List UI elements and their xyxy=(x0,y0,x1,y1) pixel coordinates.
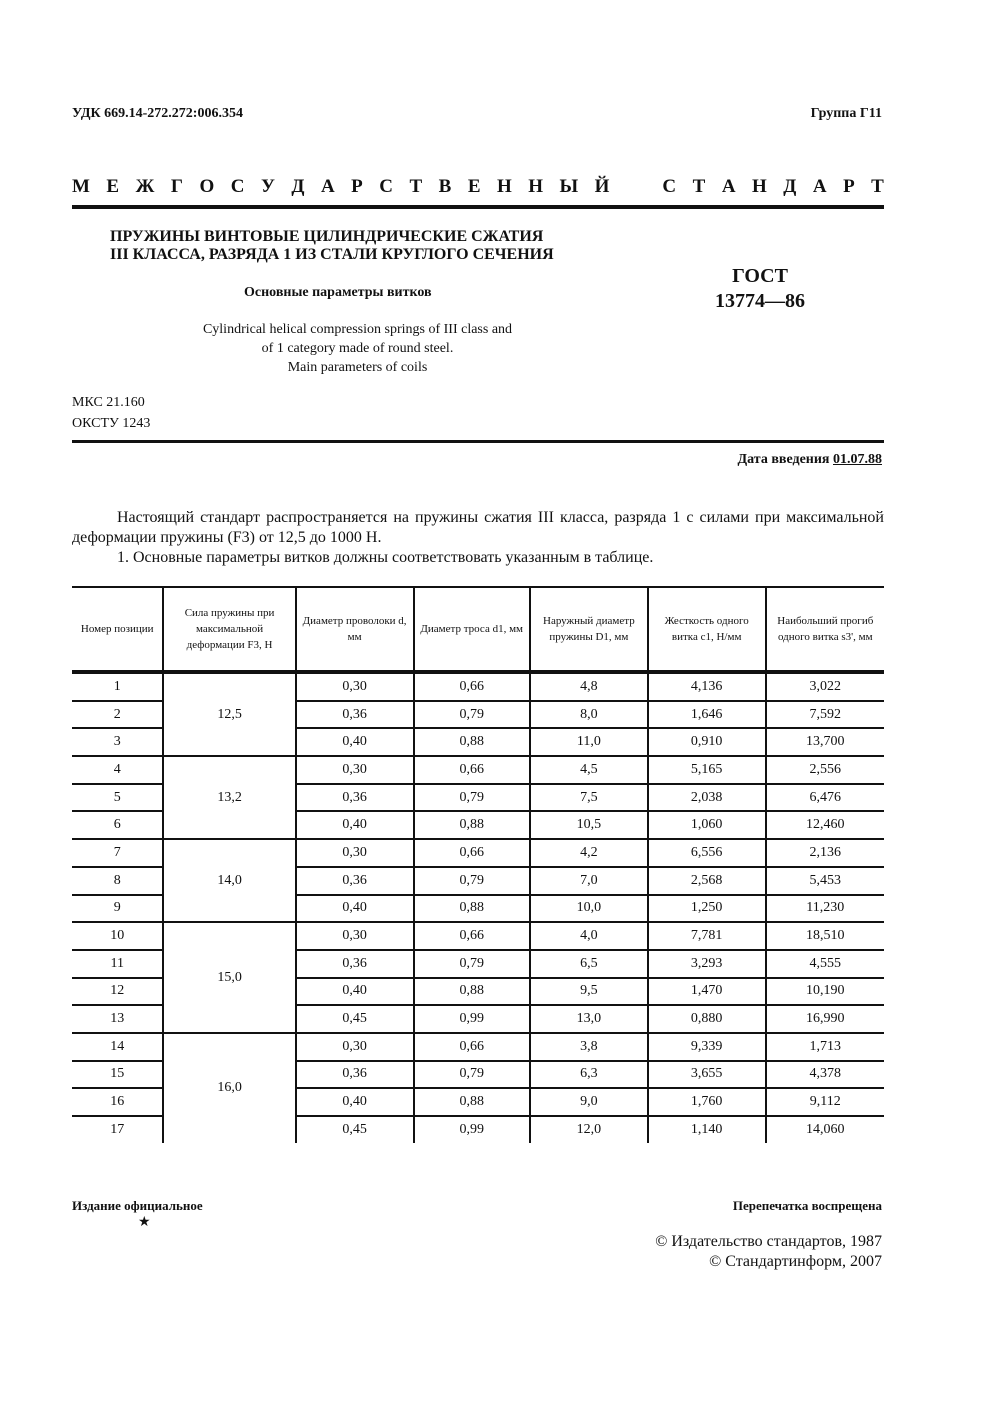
okstu-code: ОКСТУ 1243 xyxy=(72,416,151,431)
official-edition: Издание официальное xyxy=(72,1198,203,1213)
banner-letter: Ж xyxy=(135,176,155,197)
column-header: Сила пружины при максимальной деформации F3, Н xyxy=(163,587,295,672)
stiffness-cell: 3,655 xyxy=(648,1061,766,1089)
wire-diameter-cell: 0,30 xyxy=(296,1033,414,1061)
rope-diameter-cell: 0,88 xyxy=(414,728,530,756)
banner-letter: У xyxy=(260,176,275,197)
copyright-line-2: © Стандартинформ, 2007 xyxy=(709,1253,882,1270)
deflection-cell: 6,476 xyxy=(766,784,884,812)
position-cell: 12 xyxy=(72,978,163,1006)
gost-code: 13774—86 xyxy=(715,290,805,312)
banner-letter: Р xyxy=(351,176,363,197)
banner-letter: Н xyxy=(528,176,544,197)
column-header: Наружный диаметр пружины D1, мм xyxy=(530,587,648,672)
top-rule xyxy=(72,205,884,209)
banner-letter: Е xyxy=(467,176,481,197)
outer-diameter-cell: 7,0 xyxy=(530,867,648,895)
wire-diameter-cell: 0,30 xyxy=(296,756,414,784)
wire-diameter-cell: 0,40 xyxy=(296,1088,414,1116)
english-title-line-3: Main parameters of coils xyxy=(287,360,428,375)
wire-diameter-cell: 0,30 xyxy=(296,839,414,867)
mks-code: МКС 21.160 xyxy=(72,395,145,410)
banner-letter: Е xyxy=(106,176,120,197)
stiffness-cell: 1,250 xyxy=(648,895,766,923)
deflection-cell: 2,556 xyxy=(766,756,884,784)
banner-letter: А xyxy=(812,176,827,197)
deflection-cell: 1,713 xyxy=(766,1033,884,1061)
banner-letter: С xyxy=(662,176,677,197)
stiffness-cell: 1,140 xyxy=(648,1116,766,1143)
position-cell: 1 xyxy=(72,672,163,701)
position-cell: 3 xyxy=(72,728,163,756)
deflection-cell: 13,700 xyxy=(766,728,884,756)
outer-diameter-cell: 4,0 xyxy=(530,922,648,950)
document-subtitle: Основные параметры витков xyxy=(244,285,432,300)
wire-diameter-cell: 0,36 xyxy=(296,784,414,812)
rope-diameter-cell: 0,99 xyxy=(414,1116,530,1143)
force-cell: 12,5 xyxy=(163,672,295,756)
column-header: Диаметр проволоки d, мм xyxy=(296,587,414,672)
outer-diameter-cell: 9,5 xyxy=(530,978,648,1006)
wire-diameter-cell: 0,45 xyxy=(296,1116,414,1143)
force-cell: 13,2 xyxy=(163,756,295,839)
rope-diameter-cell: 0,79 xyxy=(414,784,530,812)
wire-diameter-cell: 0,30 xyxy=(296,922,414,950)
coil-parameters-table xyxy=(72,586,884,1143)
column-header: Диаметр троса d1, мм xyxy=(414,587,530,672)
column-header: Номер позиции xyxy=(72,587,163,672)
position-cell: 4 xyxy=(72,756,163,784)
wire-diameter-cell: 0,45 xyxy=(296,1005,414,1033)
banner-letter: Т xyxy=(871,176,884,197)
deflection-cell: 4,378 xyxy=(766,1061,884,1089)
english-title xyxy=(170,320,545,377)
rope-diameter-cell: 0,88 xyxy=(414,895,530,923)
banner-letter: С xyxy=(230,176,245,197)
rope-diameter-cell: 0,79 xyxy=(414,1061,530,1089)
force-cell: 14,0 xyxy=(163,839,295,922)
position-cell: 6 xyxy=(72,811,163,839)
force-cell: 16,0 xyxy=(163,1033,295,1143)
intro-paragraph-2: 1. Основные параметры витков должны соответствовать указанным в таблице. xyxy=(117,549,654,566)
position-cell: 8 xyxy=(72,867,163,895)
position-cell: 7 xyxy=(72,839,163,867)
outer-diameter-cell: 3,8 xyxy=(530,1033,648,1061)
copyright-line-1: © Издательство стандартов, 1987 xyxy=(655,1233,882,1250)
middle-rule xyxy=(72,440,884,443)
banner-letter xyxy=(626,176,646,198)
wire-diameter-cell: 0,36 xyxy=(296,867,414,895)
intro-paragraph-1: Настоящий стандарт распространяется на пружины сжатия III класса, разряда 1 с силами при максимальной деформации пружины (F3) от 12,5 до 1000 Н. xyxy=(72,509,884,546)
banner-letter: М xyxy=(72,176,90,197)
banner-letter: Й xyxy=(594,176,610,197)
position-cell: 9 xyxy=(72,895,163,923)
rope-diameter-cell: 0,66 xyxy=(414,922,530,950)
rope-diameter-cell: 0,88 xyxy=(414,978,530,1006)
wire-diameter-cell: 0,40 xyxy=(296,978,414,1006)
banner-letter: В xyxy=(438,176,452,197)
outer-diameter-cell: 8,0 xyxy=(530,701,648,729)
table-row xyxy=(72,1033,884,1061)
stiffness-cell: 1,060 xyxy=(648,811,766,839)
standard-banner xyxy=(72,176,884,198)
banner-letter: Н xyxy=(496,176,512,197)
deflection-cell: 16,990 xyxy=(766,1005,884,1033)
column-header: Наибольший прогиб одного витка s3', мм xyxy=(766,587,884,672)
force-cell: 15,0 xyxy=(163,922,295,1033)
outer-diameter-cell: 4,2 xyxy=(530,839,648,867)
position-cell: 5 xyxy=(72,784,163,812)
rope-diameter-cell: 0,79 xyxy=(414,867,530,895)
position-cell: 14 xyxy=(72,1033,163,1061)
stiffness-cell: 7,781 xyxy=(648,922,766,950)
rope-diameter-cell: 0,66 xyxy=(414,839,530,867)
table-row xyxy=(72,922,884,950)
deflection-cell: 5,453 xyxy=(766,867,884,895)
position-cell: 17 xyxy=(110,1121,125,1137)
deflection-cell: 12,460 xyxy=(766,811,884,839)
outer-diameter-cell: 12,0 xyxy=(530,1116,648,1143)
deflection-cell: 2,136 xyxy=(766,839,884,867)
deflection-cell: 11,230 xyxy=(766,895,884,923)
banner-letter: Ы xyxy=(559,176,579,197)
deflection-cell: 9,112 xyxy=(766,1088,884,1116)
banner-letter: Т xyxy=(409,176,423,197)
banner-letter: А xyxy=(320,176,335,197)
stiffness-cell: 5,165 xyxy=(648,756,766,784)
copyright xyxy=(655,1232,882,1272)
stiffness-cell: 1,646 xyxy=(648,701,766,729)
deflection-cell: 10,190 xyxy=(766,978,884,1006)
reprint-prohibited: Перепечатка воспрещена xyxy=(732,1198,882,1213)
gost-number xyxy=(705,264,815,314)
rope-diameter-cell: 0,99 xyxy=(414,1005,530,1033)
english-title-line-2: of 1 category made of round steel. xyxy=(261,341,454,356)
title-line-1: ПРУЖИНЫ ВИНТОВЫЕ ЦИЛИНДРИЧЕСКИЕ СЖАТИЯ xyxy=(110,228,544,245)
column-header: Жесткость одного витка c1, Н/мм xyxy=(648,587,766,672)
rope-diameter-cell: 0,66 xyxy=(414,672,530,701)
table-header-row xyxy=(72,587,884,672)
stiffness-cell: 9,339 xyxy=(648,1033,766,1061)
banner-letter: Г xyxy=(170,176,183,197)
deflection-cell: 7,592 xyxy=(766,701,884,729)
position-cell: 10 xyxy=(72,922,163,950)
outer-diameter-cell: 10,0 xyxy=(530,895,648,923)
outer-diameter-cell: 10,5 xyxy=(530,811,648,839)
rope-diameter-cell: 0,66 xyxy=(414,1033,530,1061)
outer-diameter-cell: 7,5 xyxy=(530,784,648,812)
rope-diameter-cell: 0,79 xyxy=(414,950,530,978)
rope-diameter-cell: 0,88 xyxy=(414,1088,530,1116)
deflection-cell: 14,060 xyxy=(766,1116,884,1143)
stiffness-cell: 4,136 xyxy=(648,672,766,701)
stiffness-cell: 2,568 xyxy=(648,867,766,895)
wire-diameter-cell: 0,36 xyxy=(296,701,414,729)
outer-diameter-cell: 4,5 xyxy=(530,756,648,784)
group-code: Группа Г11 xyxy=(810,106,882,121)
outer-diameter-cell: 4,8 xyxy=(530,672,648,701)
rope-diameter-cell: 0,79 xyxy=(414,701,530,729)
stiffness-cell: 0,910 xyxy=(648,728,766,756)
position-cell: 2 xyxy=(72,701,163,729)
outer-diameter-cell: 11,0 xyxy=(530,728,648,756)
classification-codes xyxy=(72,392,150,434)
wire-diameter-cell: 0,40 xyxy=(296,728,414,756)
position-cell: 15 xyxy=(72,1061,163,1089)
table-row xyxy=(72,839,884,867)
table-row xyxy=(72,672,884,701)
document-title xyxy=(110,228,554,264)
deflection-cell: 4,555 xyxy=(766,950,884,978)
stiffness-cell: 6,556 xyxy=(648,839,766,867)
wire-diameter-cell: 0,30 xyxy=(296,672,414,701)
english-title-line-1: Cylindrical helical compression springs of III class and xyxy=(202,322,513,337)
date-label: Дата введения xyxy=(737,452,830,467)
star-mark: ★ xyxy=(138,1215,151,1230)
outer-diameter-cell: 6,3 xyxy=(530,1061,648,1089)
deflection-cell: 3,022 xyxy=(766,672,884,701)
gost-label: ГОСТ xyxy=(732,265,788,287)
title-line-2: III КЛАССА, РАЗРЯДА 1 ИЗ СТАЛИ КРУГЛОГО СЕЧЕНИЯ xyxy=(110,246,554,263)
wire-diameter-cell: 0,36 xyxy=(296,1061,414,1089)
wire-diameter-cell: 0,36 xyxy=(296,950,414,978)
udk-code: УДК 669.14-272.272:006.354 xyxy=(72,106,243,121)
intro-text xyxy=(72,508,884,568)
stiffness-cell: 3,293 xyxy=(648,950,766,978)
stiffness-cell: 2,038 xyxy=(648,784,766,812)
banner-letter: С xyxy=(379,176,393,197)
banner-letter: Д xyxy=(783,176,797,197)
stiffness-cell: 1,470 xyxy=(648,978,766,1006)
position-cell: 13 xyxy=(72,1005,163,1033)
stiffness-cell: 0,880 xyxy=(648,1005,766,1033)
banner-letter: Р xyxy=(843,176,855,197)
table-row xyxy=(72,756,884,784)
banner-letter: О xyxy=(199,176,215,197)
banner-letter: Н xyxy=(752,176,767,197)
outer-diameter-cell: 9,0 xyxy=(530,1088,648,1116)
banner-letter: Д xyxy=(291,176,305,197)
rope-diameter-cell: 0,66 xyxy=(414,756,530,784)
wire-diameter-cell: 0,40 xyxy=(296,811,414,839)
date-value: 01.07.88 xyxy=(833,452,882,467)
introduction-date xyxy=(738,452,882,468)
rope-diameter-cell: 0,88 xyxy=(414,811,530,839)
banner-letter: А xyxy=(721,176,736,197)
deflection-cell: 18,510 xyxy=(766,922,884,950)
wire-diameter-cell: 0,40 xyxy=(296,895,414,923)
stiffness-cell: 1,760 xyxy=(648,1088,766,1116)
banner-letter: Т xyxy=(692,176,706,197)
outer-diameter-cell: 13,0 xyxy=(530,1005,648,1033)
position-cell: 11 xyxy=(72,950,163,978)
position-cell: 16 xyxy=(72,1088,163,1116)
outer-diameter-cell: 6,5 xyxy=(530,950,648,978)
